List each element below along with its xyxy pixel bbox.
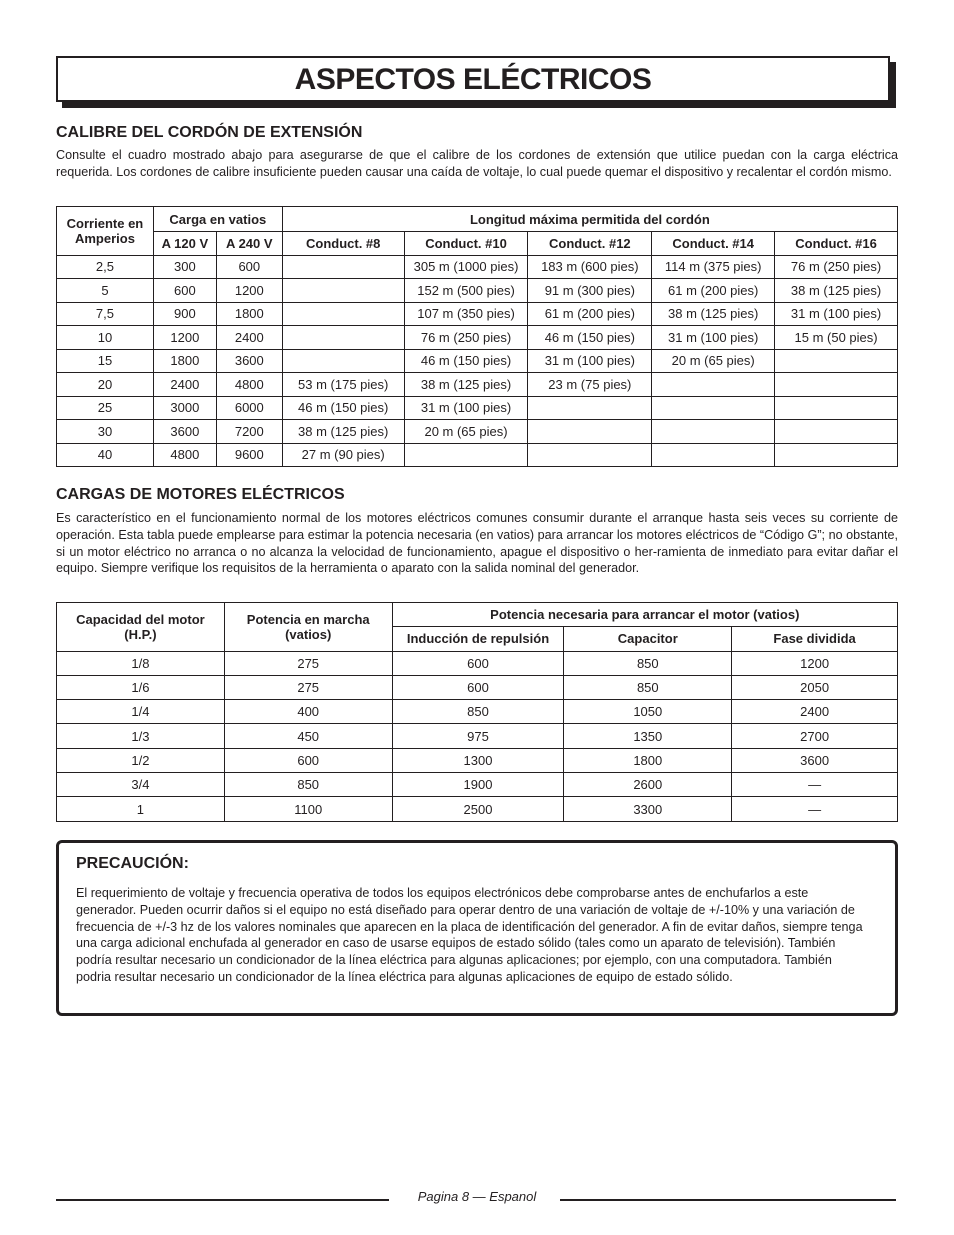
table-cell: 2700 — [732, 724, 898, 748]
table-cell: 38 m (125 pies) — [652, 302, 775, 326]
table-cell: 1800 — [153, 349, 216, 373]
table-cell: 31 m (100 pies) — [775, 302, 898, 326]
table-cell: 975 — [392, 724, 564, 748]
table-cell — [282, 326, 404, 350]
table-cell — [775, 396, 898, 420]
table-cell: 38 m (125 pies) — [404, 373, 528, 397]
table-cell: 2050 — [732, 675, 898, 699]
table-cell: 1100 — [224, 797, 392, 821]
table-cell — [528, 443, 652, 467]
table-cell: 3600 — [732, 748, 898, 772]
caution-heading: PRECAUCIÓN: — [76, 855, 189, 872]
table-cell: 2600 — [564, 773, 732, 797]
table-row — [57, 443, 898, 467]
sub-header: Fase dividida — [732, 627, 898, 651]
table-cell: 1200 — [732, 651, 898, 675]
table-row — [57, 773, 898, 797]
table-cell: 600 — [153, 279, 216, 303]
table-cell: 600 — [392, 651, 564, 675]
table-cell — [775, 420, 898, 444]
cord-section-paragraph: Consulte el cuadro mostrado abajo para asegurarse de que el calibre de los cordones de extensión que utilice puedan con la carga eléctrica requerida. Los cordones de calibre insuficiente pueden causar una caída de voltaje, lo cual puede quemar el dispositivo y recalentar el cordón mismo. — [56, 148, 898, 179]
table-cell: 3300 — [564, 797, 732, 821]
motor-table-body — [57, 651, 898, 821]
table-cell: 61 m (200 pies) — [528, 302, 652, 326]
title-banner — [56, 56, 890, 102]
table-cell: 1900 — [392, 773, 564, 797]
extension-cord-table — [56, 206, 898, 467]
sub-header: Conduct. #16 — [775, 232, 898, 256]
table-cell: 4800 — [153, 443, 216, 467]
motor-section-heading: CARGAS DE MOTORES ELÉCTRICOS — [56, 486, 345, 503]
table-cell: — — [732, 797, 898, 821]
table-cell — [282, 279, 404, 303]
cord-table-body — [57, 255, 898, 467]
table-cell: 10 — [57, 326, 154, 350]
table-cell — [652, 443, 775, 467]
caution-text: El requerimiento de voltaje y frecuencia operativa de todos los equipos electrónicos debe comprobarse antes de enchufarlos a este generador. Pueden ocurrir daños si el equipo no está diseñado para operar dentro de una variación de voltaje de +/-10% y una variación de frecuencia de +/-3 hz de los valores nominales que aparecen en la placa de identificación del generador. A fin de evitar daños, siempre tenga una carga adicional enchufada al generador en caso de usarse equipos de estado sólido (tales como un aparato de televisión). También podría resultar necesario un condicionador de la línea eléctrica para algunas aplicaciones; por ejemplo, con una computadora. También podria resultar necesario un condicionador de la línea eléctrica para algunas aplicaciones de equipo de estado sólido. — [76, 886, 863, 984]
table-row — [57, 255, 898, 279]
table-cell: 76 m (250 pies) — [775, 255, 898, 279]
table-cell: 1200 — [153, 326, 216, 350]
table-cell: 1/6 — [57, 675, 225, 699]
table-row — [57, 349, 898, 373]
table-cell: 53 m (175 pies) — [282, 373, 404, 397]
table-cell: 275 — [224, 651, 392, 675]
table-cell: 1/3 — [57, 724, 225, 748]
table-cell — [282, 349, 404, 373]
table-cell: 275 — [224, 675, 392, 699]
motor-section-paragraph: Es característico en el funcionamiento normal de los motores eléctricos comunes consumir durante el arranque hasta seis veces su corriente de operación. Esta tabla puede emplearse para estimar la potencia necesaria (en vatios) para arrancar los motores eléctricos de “Código G”; no obstante, si un motor eléctrico no arranca o no alcanza la velocidad de funcionamiento, apague el dispositivo o her-ramienta de inmediato para evitar dañar el equipo. Siempre verifique los requisitos de la herramienta o aparato con la salida nominal del generador. — [56, 511, 898, 576]
table-cell: 20 m (65 pies) — [652, 349, 775, 373]
table-cell: 5 — [57, 279, 154, 303]
table-cell — [775, 349, 898, 373]
subheader-row — [57, 232, 898, 256]
table-cell: 2500 — [392, 797, 564, 821]
table-cell: 15 m (50 pies) — [775, 326, 898, 350]
table-cell — [775, 443, 898, 467]
table-cell: 31 m (100 pies) — [528, 349, 652, 373]
sub-header: Inducción de repulsión — [392, 627, 564, 651]
table-row — [57, 748, 898, 772]
table-cell: 1050 — [564, 700, 732, 724]
table-cell: 1/4 — [57, 700, 225, 724]
table-cell: 61 m (200 pies) — [652, 279, 775, 303]
sub-header: Conduct. #12 — [528, 232, 652, 256]
table-cell: 3/4 — [57, 773, 225, 797]
table-cell: 850 — [564, 651, 732, 675]
table-cell: 3000 — [153, 396, 216, 420]
table-cell: 600 — [224, 748, 392, 772]
col-header-load: Carga en vatios — [153, 207, 282, 232]
table-cell: 1800 — [564, 748, 732, 772]
table-row — [57, 700, 898, 724]
table-cell — [775, 373, 898, 397]
sub-header: Capacitor — [564, 627, 732, 651]
table-cell: 900 — [153, 302, 216, 326]
table-cell: 20 m (65 pies) — [404, 420, 528, 444]
table-cell: 91 m (300 pies) — [528, 279, 652, 303]
table-cell — [528, 420, 652, 444]
col-header-length: Longitud máxima permitida del cordón — [282, 207, 897, 232]
table-cell: 6000 — [216, 396, 282, 420]
table-cell: 400 — [224, 700, 392, 724]
table-cell: 1800 — [216, 302, 282, 326]
table-cell: 2400 — [216, 326, 282, 350]
table-cell: 600 — [216, 255, 282, 279]
table-cell: 2400 — [732, 700, 898, 724]
table-row — [57, 651, 898, 675]
table-cell: 9600 — [216, 443, 282, 467]
table-row — [57, 420, 898, 444]
table-cell — [652, 420, 775, 444]
cord-section-heading: CALIBRE DEL CORDÓN DE EXTENSIÓN — [56, 124, 363, 141]
col-header-capacity: Capacidad del motor (H.P.) — [57, 603, 225, 652]
table-cell: 1/8 — [57, 651, 225, 675]
table-cell: 30 — [57, 420, 154, 444]
table-cell: 46 m (150 pies) — [282, 396, 404, 420]
sub-header: Conduct. #14 — [652, 232, 775, 256]
table-cell: 600 — [392, 675, 564, 699]
table-cell: 305 m (1000 pies) — [404, 255, 528, 279]
table-cell: 1300 — [392, 748, 564, 772]
table-cell: 183 m (600 pies) — [528, 255, 652, 279]
table-cell: 7,5 — [57, 302, 154, 326]
table-cell: 1/2 — [57, 748, 225, 772]
sub-header: Conduct. #8 — [282, 232, 404, 256]
table-cell: 152 m (500 pies) — [404, 279, 528, 303]
table-row — [57, 302, 898, 326]
table-cell: 25 — [57, 396, 154, 420]
table-cell — [528, 396, 652, 420]
sub-header: A 120 V — [153, 232, 216, 256]
table-cell: 46 m (150 pies) — [404, 349, 528, 373]
table-cell: 1200 — [216, 279, 282, 303]
table-row — [57, 279, 898, 303]
table-cell: 3600 — [153, 420, 216, 444]
table-row — [57, 797, 898, 821]
table-row — [57, 396, 898, 420]
table-cell: 15 — [57, 349, 154, 373]
table-cell: 7200 — [216, 420, 282, 444]
sub-header: Conduct. #10 — [404, 232, 528, 256]
table-cell: 114 m (375 pies) — [652, 255, 775, 279]
col-header-starting: Potencia necesaria para arrancar el motor (vatios) — [392, 603, 897, 627]
table-cell: 38 m (125 pies) — [775, 279, 898, 303]
table-cell — [652, 396, 775, 420]
motor-load-table — [56, 602, 898, 822]
table-cell: 1350 — [564, 724, 732, 748]
table-cell: — — [732, 773, 898, 797]
table-cell: 40 — [57, 443, 154, 467]
table-cell: 2400 — [153, 373, 216, 397]
table-cell: 3600 — [216, 349, 282, 373]
table-cell: 38 m (125 pies) — [282, 420, 404, 444]
table-cell: 1 — [57, 797, 225, 821]
sub-header: A 240 V — [216, 232, 282, 256]
table-cell: 2,5 — [57, 255, 154, 279]
col-header-running: Potencia en marcha (vatios) — [224, 603, 392, 652]
table-cell — [404, 443, 528, 467]
table-cell: 850 — [392, 700, 564, 724]
table-row — [57, 724, 898, 748]
page-title: ASPECTOS ELÉCTRICOS — [294, 63, 652, 96]
table-cell: 107 m (350 pies) — [404, 302, 528, 326]
table-cell — [652, 373, 775, 397]
table-cell: 76 m (250 pies) — [404, 326, 528, 350]
table-cell: 20 — [57, 373, 154, 397]
table-cell — [282, 302, 404, 326]
table-cell — [282, 255, 404, 279]
table-cell: 23 m (75 pies) — [528, 373, 652, 397]
table-cell: 4800 — [216, 373, 282, 397]
table-row — [57, 326, 898, 350]
table-cell: 27 m (90 pies) — [282, 443, 404, 467]
table-row — [57, 675, 898, 699]
caution-box — [56, 840, 898, 1016]
table-cell: 850 — [564, 675, 732, 699]
col-header-current: Corriente en Amperios — [57, 207, 154, 256]
table-cell: 46 m (150 pies) — [528, 326, 652, 350]
table-cell: 450 — [224, 724, 392, 748]
table-cell: 31 m (100 pies) — [404, 396, 528, 420]
table-row — [57, 373, 898, 397]
table-cell: 850 — [224, 773, 392, 797]
table-cell: 31 m (100 pies) — [652, 326, 775, 350]
page-footer: Pagina 8 — Espanol — [417, 1189, 537, 1204]
table-cell: 300 — [153, 255, 216, 279]
